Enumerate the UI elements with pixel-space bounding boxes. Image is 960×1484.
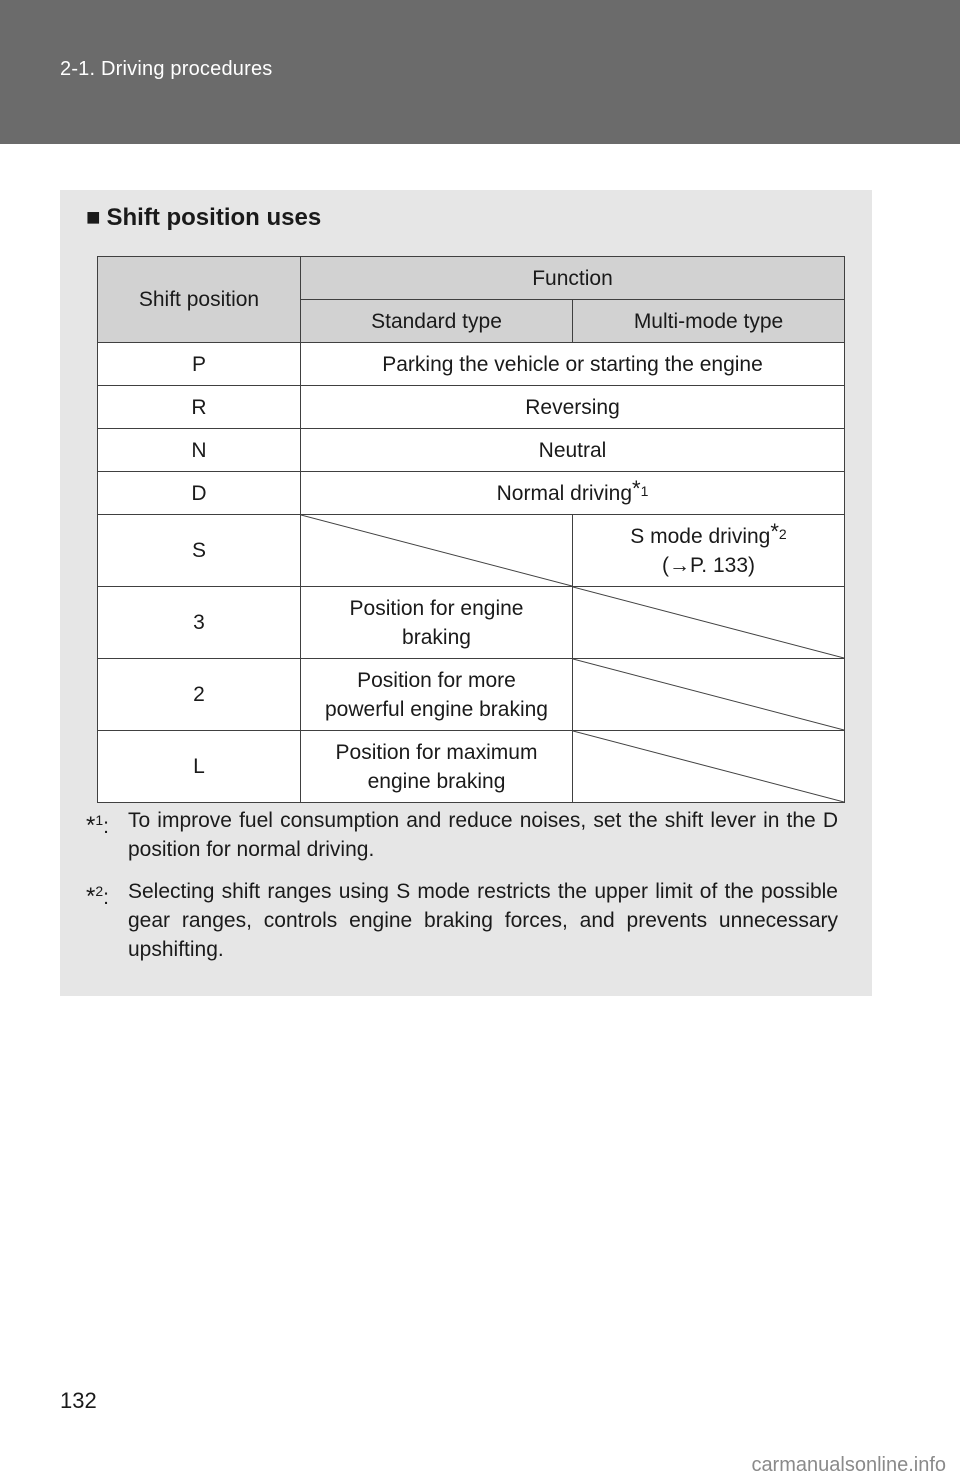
position-cell: N bbox=[98, 429, 301, 472]
table-row bbox=[98, 515, 845, 587]
diagonal-slash bbox=[573, 659, 844, 730]
standard-cell: Position for more powerful engine braking bbox=[301, 659, 573, 731]
position-cell: 2 bbox=[98, 659, 301, 731]
position-cell: P bbox=[98, 343, 301, 386]
table-row bbox=[98, 429, 845, 472]
position-cell: 3 bbox=[98, 587, 301, 659]
header-function: Function bbox=[301, 257, 845, 300]
footnote-marker: *2 bbox=[770, 518, 787, 544]
function-cell bbox=[301, 472, 845, 515]
table-row bbox=[98, 472, 845, 515]
footnote-text: Selecting shift ranges using S mode restricts the upper limit of the possible gear ranges, controls engine braking forces, and prevents unnecessary upshifting. bbox=[128, 880, 838, 961]
watermark: carmanualsonline.info bbox=[751, 1454, 946, 1476]
header-standard-type: Standard type bbox=[301, 300, 573, 343]
not-applicable-cell bbox=[301, 515, 573, 587]
header-multimode-type: Multi-mode type bbox=[573, 300, 845, 343]
footnote-text: To improve fuel consumption and reduce noises, set the shift lever in the D position for normal driving. bbox=[128, 809, 838, 861]
table-row bbox=[98, 731, 845, 803]
function-text: Normal driving bbox=[496, 481, 633, 505]
footnote-2 bbox=[86, 877, 838, 964]
page-number: 132 bbox=[60, 1388, 97, 1413]
table-row bbox=[98, 659, 845, 731]
function-cell: Neutral bbox=[301, 429, 845, 472]
diagonal-slash bbox=[301, 515, 572, 586]
table-row bbox=[98, 386, 845, 429]
position-cell: S bbox=[98, 515, 301, 587]
footnote-1 bbox=[86, 806, 838, 864]
not-applicable-cell bbox=[573, 587, 845, 659]
section-heading bbox=[86, 204, 321, 232]
header-shift-position: Shift position bbox=[98, 257, 301, 343]
function-cell: Parking the vehicle or starting the engine bbox=[301, 343, 845, 386]
table-row bbox=[98, 587, 845, 659]
not-applicable-cell bbox=[573, 731, 845, 803]
chapter-title: 2-1. Driving procedures bbox=[60, 58, 273, 80]
diagonal-slash bbox=[573, 731, 844, 802]
diagonal-slash bbox=[573, 587, 844, 658]
not-applicable-cell bbox=[573, 659, 845, 731]
footnote-mark: *$^1$: bbox=[86, 812, 109, 839]
standard-cell: Position for engine braking bbox=[301, 587, 573, 659]
page-reference: (→P. 133) bbox=[662, 553, 755, 577]
standard-cell: Position for maximum engine braking bbox=[301, 731, 573, 803]
square-bullet-icon: ■ bbox=[86, 204, 101, 231]
footnote-mark: *$^2$: bbox=[86, 883, 109, 910]
function-cell: Reversing bbox=[301, 386, 845, 429]
position-cell: L bbox=[98, 731, 301, 803]
multimode-cell bbox=[573, 515, 845, 587]
page-header bbox=[0, 0, 960, 144]
table-row bbox=[98, 343, 845, 386]
footnote-marker: *1 bbox=[632, 475, 649, 501]
shift-position-table bbox=[97, 256, 845, 803]
section-title: Shift position uses bbox=[106, 204, 322, 231]
position-cell: R bbox=[98, 386, 301, 429]
position-cell: D bbox=[98, 472, 301, 515]
function-text: S mode driving bbox=[630, 524, 771, 548]
